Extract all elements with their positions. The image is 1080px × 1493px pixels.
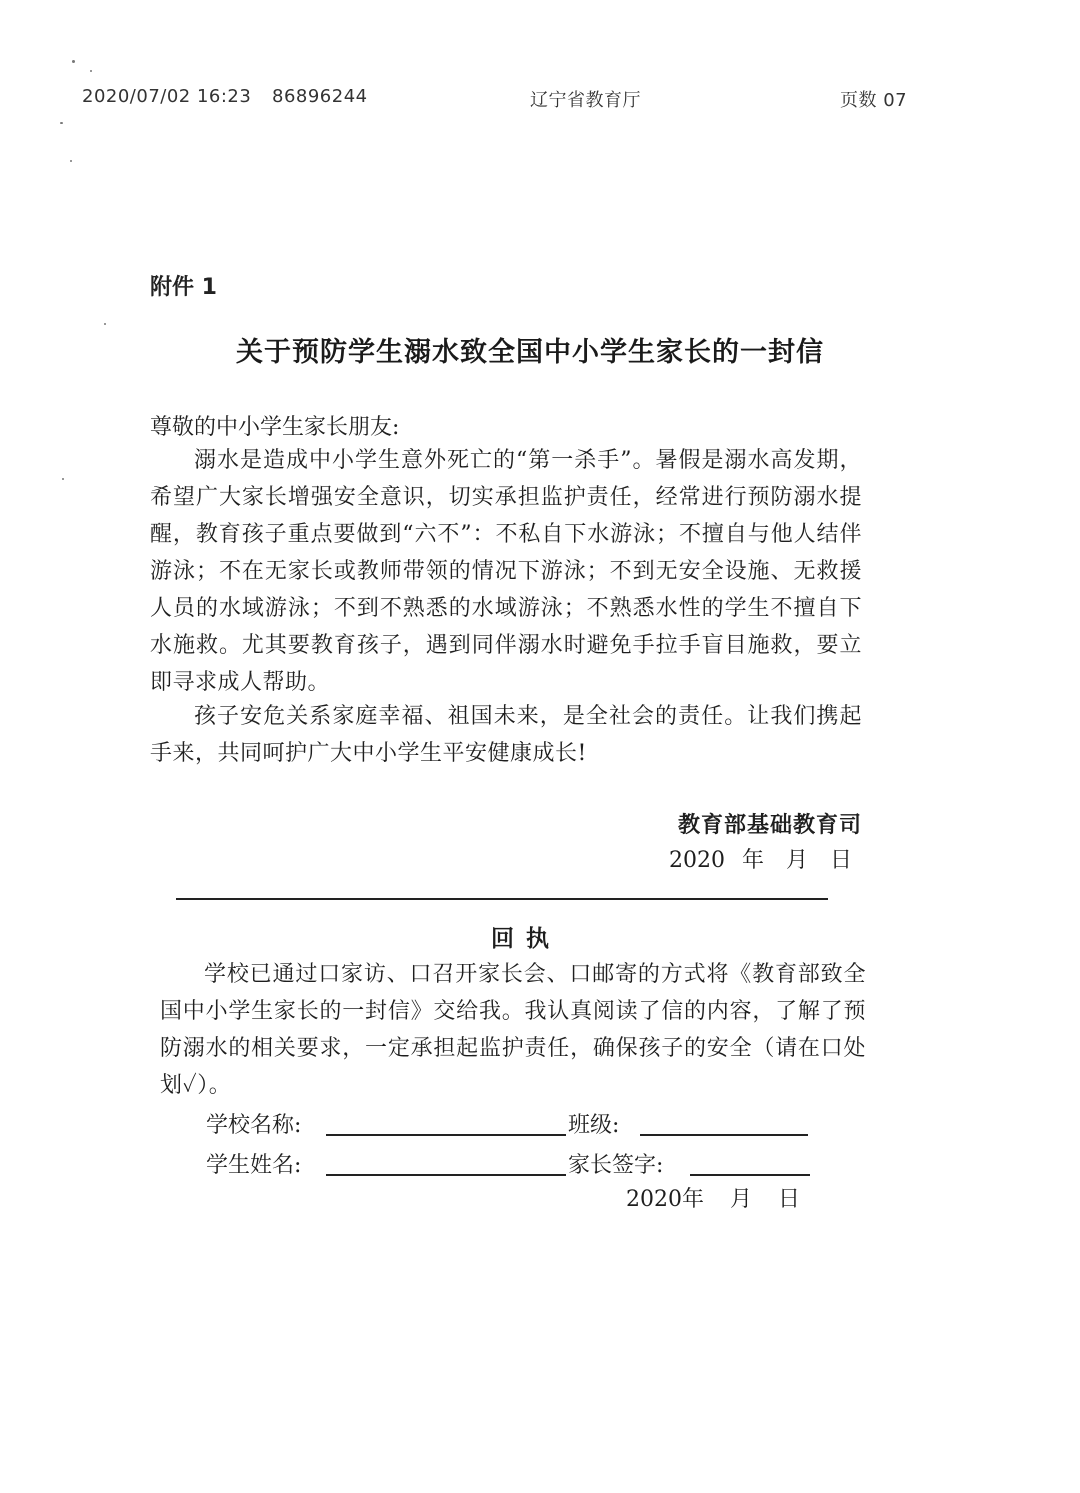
parent-signature-line[interactable] [690,1174,810,1176]
receipt-date [626,1182,800,1213]
student-name-line[interactable] [326,1174,566,1176]
paragraph-closing: 孩子安危关系家庭幸福、祖国未来，是全社会的责任。让我们携起手来，共同呵护广大中小学生平安健康成长! [150,704,862,766]
fax-datetime: 2020/07/02 16:23 [82,86,252,107]
parent-signature-label: 家长签字: [568,1153,664,1178]
receipt-title: 回执 [491,926,561,952]
signature-date [669,843,852,874]
signature-org: 教育部基础教育司 [677,812,862,838]
fax-sender: 辽宁省教育厅 [530,90,641,111]
receipt-year: 2020年 [626,1187,704,1212]
scan-speck [104,323,106,325]
scan-speck [70,160,72,162]
school-name-label: 学校名称: [206,1113,302,1138]
signature-year: 2020 年 [668,848,764,873]
scan-speck [62,478,64,480]
signature-day: 日 [829,848,852,873]
class-line[interactable] [640,1134,808,1136]
receipt-day: 日 [778,1187,801,1212]
scan-speck [60,122,63,124]
fax-page-count: 页数 07 [840,90,908,111]
signature-month: 月 [785,848,808,873]
receipt-text: 学校已通过口家访、口召开家长会、口邮寄的方式将《教育部致全国中小学生家长的一封信》交给我。我认真阅读了信的内容，了解了预防溺水的相关要求，一定承担起监护责任，确保孩子的安全（请在口处划✓）。 [160,962,866,1098]
salutation: 尊敬的中小学生家长朋友: [150,415,400,440]
paragraph-safety-rules: 溺水是造成中小学生意外死亡的“第一杀手”。暑假是溺水高发期，希望广大家长增强安全意识，切实承担监护责任，经常进行预防溺水提醒，教育孩子重点要做到“六不”：不私自下水游泳；不擅自与他人结伴游泳；不在无家长或教师带领的情况下游泳；不到无安全设施、无救援人员的水域游泳；不到不熟悉的水域游泳；不熟悉水性的学生不擅自下水施救。尤其要教育孩子，遇到同伴溺水时避免手拉手盲目施救，要立即寻求成人帮助。 [150,448,862,695]
student-name-label: 学生姓名: [206,1153,302,1178]
letter-title: 关于预防学生溺水致全国中小学生家长的一封信 [236,337,824,368]
attachment-label: 附件 1 [150,275,217,300]
cut-divider [176,898,828,900]
scan-speck [72,60,75,63]
receipt-month: 月 [730,1187,753,1212]
scan-speck [90,70,92,72]
class-label: 班级: [568,1113,620,1138]
fax-number: 86896244 [272,86,368,107]
school-name-line[interactable] [326,1134,566,1136]
